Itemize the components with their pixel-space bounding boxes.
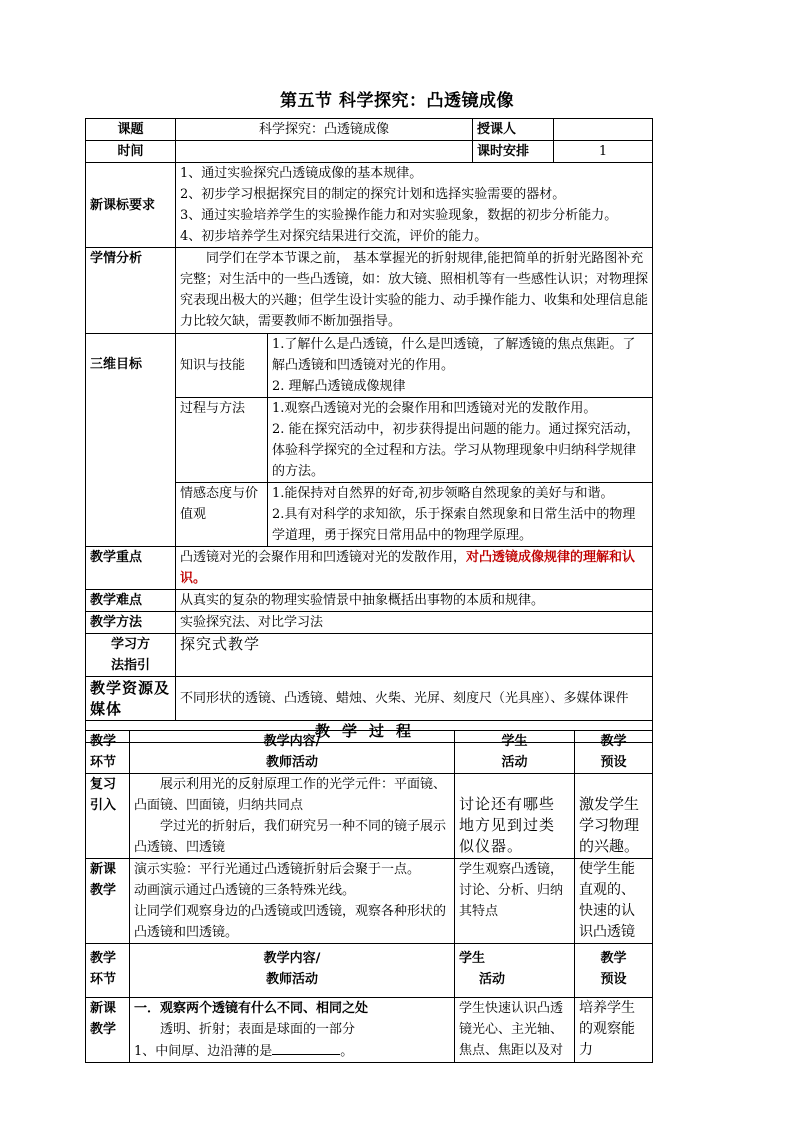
process-method-item: 2. 能在探究活动中，初步获得提出问题的能力。通过探究活动，体验科学探究的全过程和方法。学习从物理现象中归纳科学规律的方法。: [272, 422, 640, 479]
stage-header-line: 教学: [90, 734, 117, 749]
content-header: [130, 731, 455, 774]
standards-item: 3、通过实验培养学生的实验操作能力和对实验现象，数据的初步分析能力。: [180, 208, 618, 223]
methods-text: 实验探究法、对比学习法: [176, 612, 653, 634]
content-line: 让同学们观察身边的凸透镜或凹透镜，观察各种形状的凸透镜和凹透镜。: [134, 904, 447, 940]
preset-cell: 激发学生学习物理的兴趣。: [575, 774, 653, 859]
knowledge-item: 2. 理解凸透镜成像规律: [272, 379, 406, 394]
knowledge-label: 知识与技能: [176, 334, 268, 398]
student-header: [455, 944, 575, 998]
methods-label: 教学方法: [86, 612, 176, 634]
stage-line: 新课: [90, 1001, 117, 1016]
topic-value: 科学探究：凸透镜成像: [176, 119, 473, 141]
student-header-line: 活动: [501, 755, 528, 770]
student-cell: 学生观察凸透镜，讨论、分析、归纳其特点: [455, 859, 575, 944]
goals-label: 三维目标: [86, 334, 176, 547]
fill-in-blank: [272, 1040, 340, 1055]
preset-header-line: 预设: [600, 972, 627, 987]
content-line: 透明、折射；表面是球面的一部分: [160, 1022, 356, 1037]
emotion-content: [268, 483, 653, 547]
emotion-label: 情感态度与价值观: [176, 483, 268, 547]
knowledge-item: 1.了解什么是凸透镜，什么是凹透镜，了解透镜的焦点焦距。了解凸透镜和凹透镜对光的作用。: [272, 337, 636, 373]
emotion-item: 1.能保持对自然界的好奇,初步领略自然现象的美好与和谐。: [272, 486, 614, 501]
stage-header-line: 环节: [90, 972, 117, 987]
time-value: [176, 141, 473, 163]
preset-header: [575, 731, 653, 774]
analysis-text: 同学们在学本节课之前， 基本掌握光的折射规律,能把简单的折射光路图补充完整；对生活中的一些凸透镜，如：放大镜、照相机等有一些感性认识；对物理探究表现出极大的兴趣；但学生设计实验的能力、动手操作能力、收集和处理信息能力比较欠缺，需要教师不断加强指导。: [176, 248, 653, 334]
preset-header: [575, 944, 653, 998]
content-cell: [130, 998, 455, 1063]
student-cell: 学生快速认识凸透镜光心、主光轴、焦点、焦距以及对: [455, 998, 575, 1063]
teaching-process-table: [85, 730, 653, 1063]
student-header: [455, 731, 575, 774]
process-method-content: [268, 398, 653, 483]
stage-line: 教学: [90, 883, 117, 898]
preset-header-line: 预设: [600, 755, 627, 770]
resources-label: 教学资源及媒体: [86, 677, 176, 721]
stage-line: 教学: [90, 1022, 117, 1037]
teacher-value: [554, 119, 653, 141]
analysis-label: 学情分析: [86, 248, 176, 334]
process-method-label: 过程与方法: [176, 398, 268, 483]
emotion-item: 2.具有对科学的求知欲，乐于探索自然现象和日常生活中的物理学道理，勇于探究日常用品中的物理学原理。: [272, 507, 636, 543]
stage-header-line: 教学: [90, 951, 117, 966]
difficulties-text: 从真实的复杂的物理实验情景中抽象概括出事物的本质和规律。: [176, 590, 653, 612]
key-points-label: 教学重点: [86, 547, 176, 590]
content-header-line: 教学内容/: [263, 734, 321, 749]
stage-line: 新课: [90, 862, 117, 877]
time-label: 时间: [86, 141, 176, 163]
content-cell: [130, 774, 455, 859]
process-section-title: 教学过程: [86, 721, 653, 743]
page-title: 第五节 科学探究：凸透镜成像: [280, 91, 514, 111]
topic-label: 课题: [86, 119, 176, 141]
stage-line: 引入: [90, 798, 117, 813]
student-header-line: 学生: [459, 951, 486, 966]
stage-cell: [86, 774, 130, 859]
learning-guide-text: 探究式教学: [176, 634, 653, 677]
knowledge-content: [268, 334, 653, 398]
student-header-line: 活动: [479, 972, 506, 987]
content-line: 动画演示通过凸透镜的三条特殊光线。: [134, 883, 356, 898]
teacher-label: 授课人: [473, 119, 554, 141]
content-header-line: 教师活动: [265, 755, 318, 770]
stage-line: 复习: [90, 777, 117, 792]
preset-header-line: 教学: [600, 734, 627, 749]
student-header-line: 学生: [501, 734, 528, 749]
content-line-text: 1、中间厚、边沿薄的是: [134, 1044, 273, 1059]
periods-label: 课时安排: [473, 141, 554, 163]
learning-guide-label: [86, 634, 176, 677]
learning-guide-label-line: 法指引: [110, 658, 150, 673]
content-header-line: 教学内容/: [263, 951, 321, 966]
key-points-text: 凸透镜对光的会聚作用和凹透镜对光的发散作用，: [180, 550, 467, 565]
key-points-highlight: 对凸透镜成像规律的理解和认识。: [180, 550, 636, 586]
difficulties-label: 教学难点: [86, 590, 176, 612]
standards-item: 4、初步培养学生对探究结果进行交流，评价的能力。: [180, 229, 488, 244]
resources-text: 不同形状的透镜、凸透镜、蜡烛、火柴、光屏、刻度尺（光具座）、多媒体课件: [176, 677, 653, 721]
learning-guide-label-line: 学习方: [110, 637, 150, 652]
content-header-line: 教师活动: [265, 972, 318, 987]
content-line: 演示实验：平行光通过凸透镜折射后会聚于一点。: [134, 862, 421, 877]
standards-content: [176, 163, 653, 248]
content-line-end: 。: [340, 1044, 354, 1059]
process-method-item: 1.观察凸透镜对光的会聚作用和凹透镜对光的发散作用。: [272, 401, 597, 416]
content-line: 学过光的折射后，我们研究另一种不同的镜子展示凸透镜、凹透镜: [134, 819, 447, 855]
content-line: 展示利用光的反射原理工作的光学元件：平面镜、凸面镜、凹面镜，归纳共同点: [134, 777, 447, 813]
content-line: [134, 1040, 450, 1062]
standards-item: 1、通过实验探究凸透镜成像的基本规律。: [180, 166, 423, 181]
content-cell: [130, 859, 455, 944]
stage-header: [86, 944, 130, 998]
key-points-content: [176, 547, 653, 590]
standards-item: 2、初步学习根据探究目的制定的探究计划和选择实验需要的器材。: [180, 187, 566, 202]
content-header: [130, 944, 455, 998]
standards-label: 新课标要求: [86, 163, 176, 248]
content-heading: 一．观察两个透镜有什么不同、相同之处: [134, 1001, 369, 1016]
preset-cell: 使学生能直观的、快速的认识凸透镜: [575, 859, 653, 944]
preset-header-line: 教学: [600, 951, 627, 966]
stage-cell: [86, 859, 130, 944]
stage-header: [86, 731, 130, 774]
stage-cell: [86, 998, 130, 1063]
student-cell: 讨论还有哪些地方见到过类似仪器。: [455, 774, 575, 859]
periods-value: 1: [554, 141, 653, 163]
preset-cell: 培养学生的观察能力: [575, 998, 653, 1063]
lesson-info-table: [85, 118, 653, 743]
stage-header-line: 环节: [90, 755, 117, 770]
